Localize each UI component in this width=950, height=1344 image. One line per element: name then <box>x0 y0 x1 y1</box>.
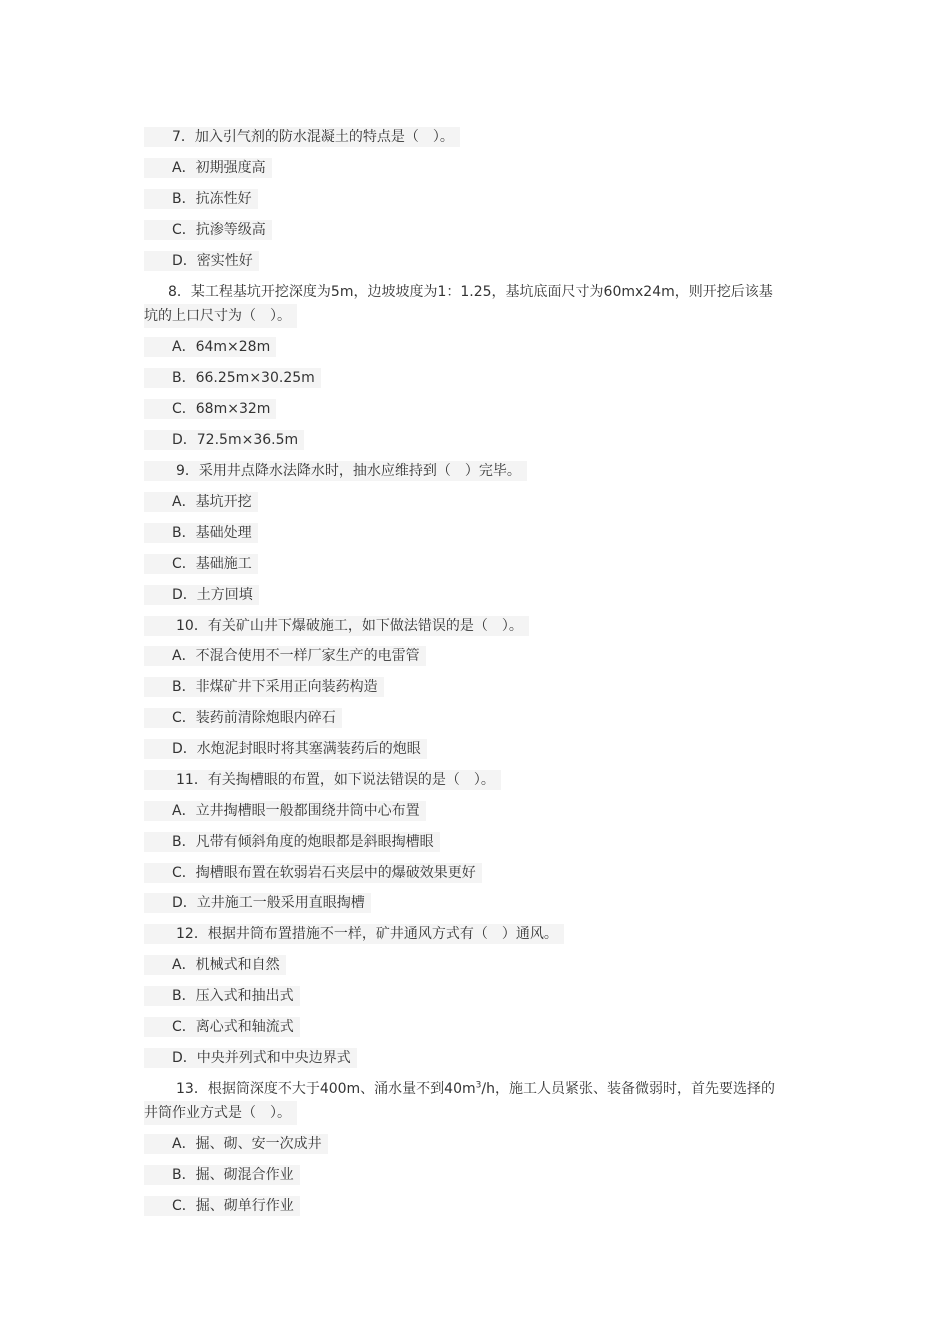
option-9b: B．基础处理 <box>144 523 258 543</box>
question-number: 11． <box>176 772 208 788</box>
option-12b: B．压入式和抽出式 <box>144 986 300 1006</box>
option-8a: A．64m×28m <box>144 337 276 357</box>
question-9 <box>144 461 527 481</box>
question-text-line1: 某工程基坑开挖深度为5m，边坡坡度为1：1.25，基坑底面尺寸为60mx24m，则开挖后该基 <box>190 284 773 300</box>
option-11c: C．掏槽眼布置在软弱岩石夹层中的爆破效果更好 <box>144 863 482 883</box>
question-text: 有关矿山井下爆破施工，如下做法错误的是（ ）。 <box>207 618 523 634</box>
question-8 <box>144 280 804 328</box>
option-8c: C．68m×32m <box>144 399 276 419</box>
question-text-line1-a: 根据筒深度不大于400m、涌水量不到40m <box>207 1081 476 1097</box>
superscript-3: 3 <box>475 1080 482 1091</box>
option-11b: B．凡带有倾斜角度的炮眼都是斜眼掏槽眼 <box>144 832 440 852</box>
question-text-line2: 井筒作业方式是（ ）。 <box>144 1101 297 1125</box>
option-12c: C．离心式和轴流式 <box>144 1017 300 1037</box>
question-text-line1-b: /h，施工人员紧张、装备微弱时，首先要选择的 <box>481 1081 775 1097</box>
option-9d: D．土方回填 <box>144 585 259 605</box>
option-9a: A．基坑开挖 <box>144 492 258 512</box>
question-7 <box>144 127 460 147</box>
option-11a: A．立井掏槽眼一般都围绕井筒中心布置 <box>144 801 426 821</box>
question-text: 有关掏槽眼的布置，如下说法错误的是（ ）。 <box>207 772 495 788</box>
option-10a: A．不混合使用不一样厂家生产的电雷管 <box>144 646 426 666</box>
option-12d: D．中央并列式和中央边界式 <box>144 1048 357 1068</box>
question-number: 9． <box>176 463 199 479</box>
question-number: 12． <box>176 926 208 942</box>
question-10 <box>144 616 529 636</box>
option-8d: D．72.5m×36.5m <box>144 430 304 450</box>
option-7a: A．初期强度高 <box>144 158 272 178</box>
option-8b: B．66.25m×30.25m <box>144 368 321 388</box>
question-13 <box>144 1077 804 1125</box>
option-13b: B．掘、砌混合作业 <box>144 1165 300 1185</box>
question-text: 采用井点降水法降水时，抽水应维持到（ ）完毕。 <box>198 463 521 479</box>
option-9c: C．基础施工 <box>144 554 258 574</box>
option-12a: A．机械式和自然 <box>144 955 286 975</box>
option-11d: D．立井施工一般采用直眼掏槽 <box>144 893 371 913</box>
question-number: 10． <box>176 618 208 634</box>
question-12 <box>144 924 564 944</box>
question-text: 根据井筒布置措施不一样，矿井通风方式有（ ）通风。 <box>207 926 558 942</box>
question-text-line2: 坑的上口尺寸为（ ）。 <box>144 304 297 328</box>
question-11 <box>144 770 501 790</box>
option-10d: D．水炮泥封眼时将其塞满装药后的炮眼 <box>144 739 427 759</box>
option-10b: B．非煤矿井下采用正向装药构造 <box>144 677 384 697</box>
option-10c: C．装药前清除炮眼内碎石 <box>144 708 342 728</box>
question-number: 8． <box>168 284 191 300</box>
question-number: 13． <box>176 1081 208 1097</box>
option-7b: B．抗冻性好 <box>144 189 258 209</box>
option-13a: A．掘、砌、安一次成井 <box>144 1134 328 1154</box>
option-7c: C．抗渗等级高 <box>144 220 272 240</box>
question-number: 7． <box>172 129 195 145</box>
question-text: 加入引气剂的防水混凝土的特点是（ ）。 <box>194 129 454 145</box>
option-13c: C．掘、砌单行作业 <box>144 1196 300 1216</box>
option-7d: D．密实性好 <box>144 251 259 271</box>
